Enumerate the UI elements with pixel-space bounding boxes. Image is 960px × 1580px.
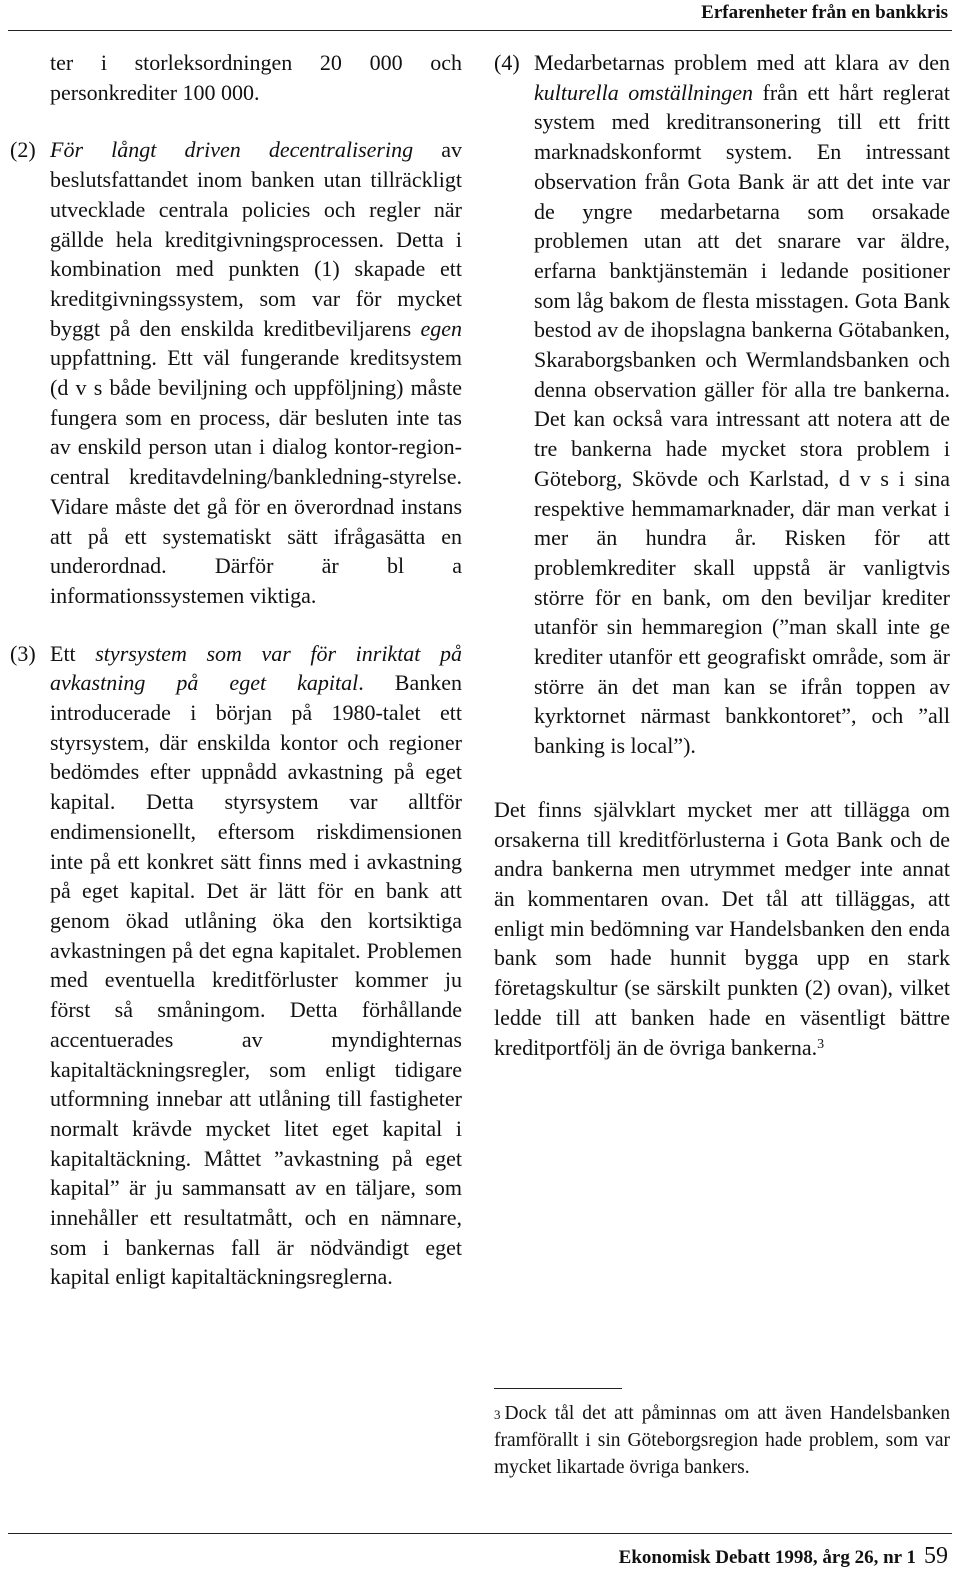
journal-citation: Ekonomisk Debatt 1998, årg 26, nr 1 bbox=[618, 1547, 916, 1568]
closing-paragraph bbox=[494, 795, 950, 1062]
item-number: (2) bbox=[10, 137, 36, 163]
footnote bbox=[494, 1400, 950, 1481]
header-rule bbox=[8, 30, 952, 31]
page-footer bbox=[619, 1542, 948, 1572]
list-item-3 bbox=[10, 639, 462, 1292]
item-text: från ett hårt reglerat system med kreditransonering till ett fritt marknadskonformt system. En intressant observation från Gota Bank är att det inte var de yngre medarbetarna som orsakade problemen utan att det snarare var äldre, erfarna banktjänstemän i ledande positioner som låg bakom de flesta misstagen. Gota Bank bestod av de ihopslagna bankerna Götabanken, Skaraborgsbanken och Wermlandsbanken och denna observation gäller för alla tre bankerna. Det kan också vara intressant att notera att de tre bankerna hade mycket stora problem i Göteborg, Skövde och Karlstad, d v s i sina respektive hemmamarknader, där man verkat i mer än hundra år. Risken för att problemkrediter skall uppstå är vanligtvis större för en bank, om den beviljar krediter utanför sin hemmaregion (”man skall inte ge krediter utanför ett geografiskt område, som är större än det man kan se ifrån toppen av kyrktornet närmast bankkontoret”, och ”all banking is local”). bbox=[534, 79, 950, 759]
item-body bbox=[534, 48, 950, 761]
item-text: av beslutsfattandet inom banken utan tillräckligt utvecklade centrala policies och regler när gällde hela kreditgivningsprocessen. Detta i kombination med punkten (1) skapade ett kreditgivningssystem, som var för mycket byggt på den enskilda kreditbeviljarens bbox=[50, 137, 462, 341]
footer-rule bbox=[8, 1533, 952, 1534]
left-column bbox=[10, 48, 462, 1292]
list-item-2 bbox=[10, 135, 462, 610]
item-number: (3) bbox=[10, 640, 36, 666]
intro-continuation: ter i storleksordningen 20 000 och personkrediter 100 000. bbox=[50, 50, 462, 105]
item-body bbox=[50, 135, 462, 610]
footnote-marker: 3 bbox=[494, 1407, 501, 1422]
list-item-4 bbox=[494, 48, 950, 761]
footnote-reference[interactable]: 3 bbox=[817, 1036, 825, 1052]
page-number: 59 bbox=[924, 1543, 948, 1569]
item-lead: styrsystem som var för inriktat på avkastning på eget kapital bbox=[50, 640, 462, 696]
right-column bbox=[494, 48, 950, 1062]
footnote-text: Dock tål det att påminnas om att även Handelsbanken framförallt i sin Göteborgsregion hade problem, som var mycket likartade övriga bankers. bbox=[494, 1403, 950, 1478]
item-text: uppfattning. Ett väl fungerande kreditsystem (d v s både beviljning och uppföljning) måste fungera som en process, där besluten inte tas av enskild person utan i dialog kontor-region-central kreditavdelning/bankledning-styrelse. Vidare måste det gå för en överordnad instans att på ett systematiskt sätt ifrågasätta en underordnad. Därför är bl a informationssystemen viktiga. bbox=[50, 345, 462, 608]
item-emphasis: kulturella omställningen bbox=[534, 79, 753, 105]
closing-text: Det finns självklart mycket mer att tillägga om orsakerna till kreditförlusterna i Gota Bank och de andra bankerna men utrymmet medger inte annat än kommentaren ovan. Det tål att tilläggas, att enligt min bedömning var Handelsbanken den enda bank som hade hunnit bygga upp en stark företagskultur (se särskilt punkten (2) ovan), vilket ledde till att banken hade en väsentligt bättre kreditportfölj än de övriga bankerna. bbox=[494, 796, 950, 1060]
item-emphasis: egen bbox=[420, 315, 462, 341]
item-lead: För långt driven decentralisering bbox=[50, 137, 414, 163]
running-header: Erfarenheter från en bankkris bbox=[701, 2, 948, 23]
item-lead-plain: Ett bbox=[50, 640, 96, 666]
footnote-rule bbox=[494, 1388, 622, 1389]
item-number: (4) bbox=[494, 50, 520, 75]
item-body bbox=[50, 639, 462, 1292]
item-text: Medarbetarnas problem med att klara av den bbox=[534, 50, 950, 75]
item-text: . Banken introducerade i början på 1980-talet ett styrsystem, där enskilda kontor och regioner bedömdes efter uppnådd avkastning på eget kapital. Detta styrsystem var alltför endimensionellt, eftersom riskdimensionen inte på ett konkret sätt finns med i avkastning på eget kapital. Det är lätt för en bank att genom ökad utlåning öka den kortsiktiga avkastningen på det egna kapitalet. Problemen med eventuella kreditförluster kommer ju först så småningom. Detta förhållande accentuerades av myndighternas kapitaltäckningsregler, som enligt tidigare utformning innebar att utlåning till fastigheter normalt krävde mycket litet eget kapital i kapitaltäckning. Måttet ”avkastning på eget kapital” är ju sammansatt av en täljare, som innehåller ett resultatmått, och en nämnare, som i bankernas fall är nödvändigt eget kapital enligt kapitaltäckningsreglerna. bbox=[50, 670, 462, 1290]
